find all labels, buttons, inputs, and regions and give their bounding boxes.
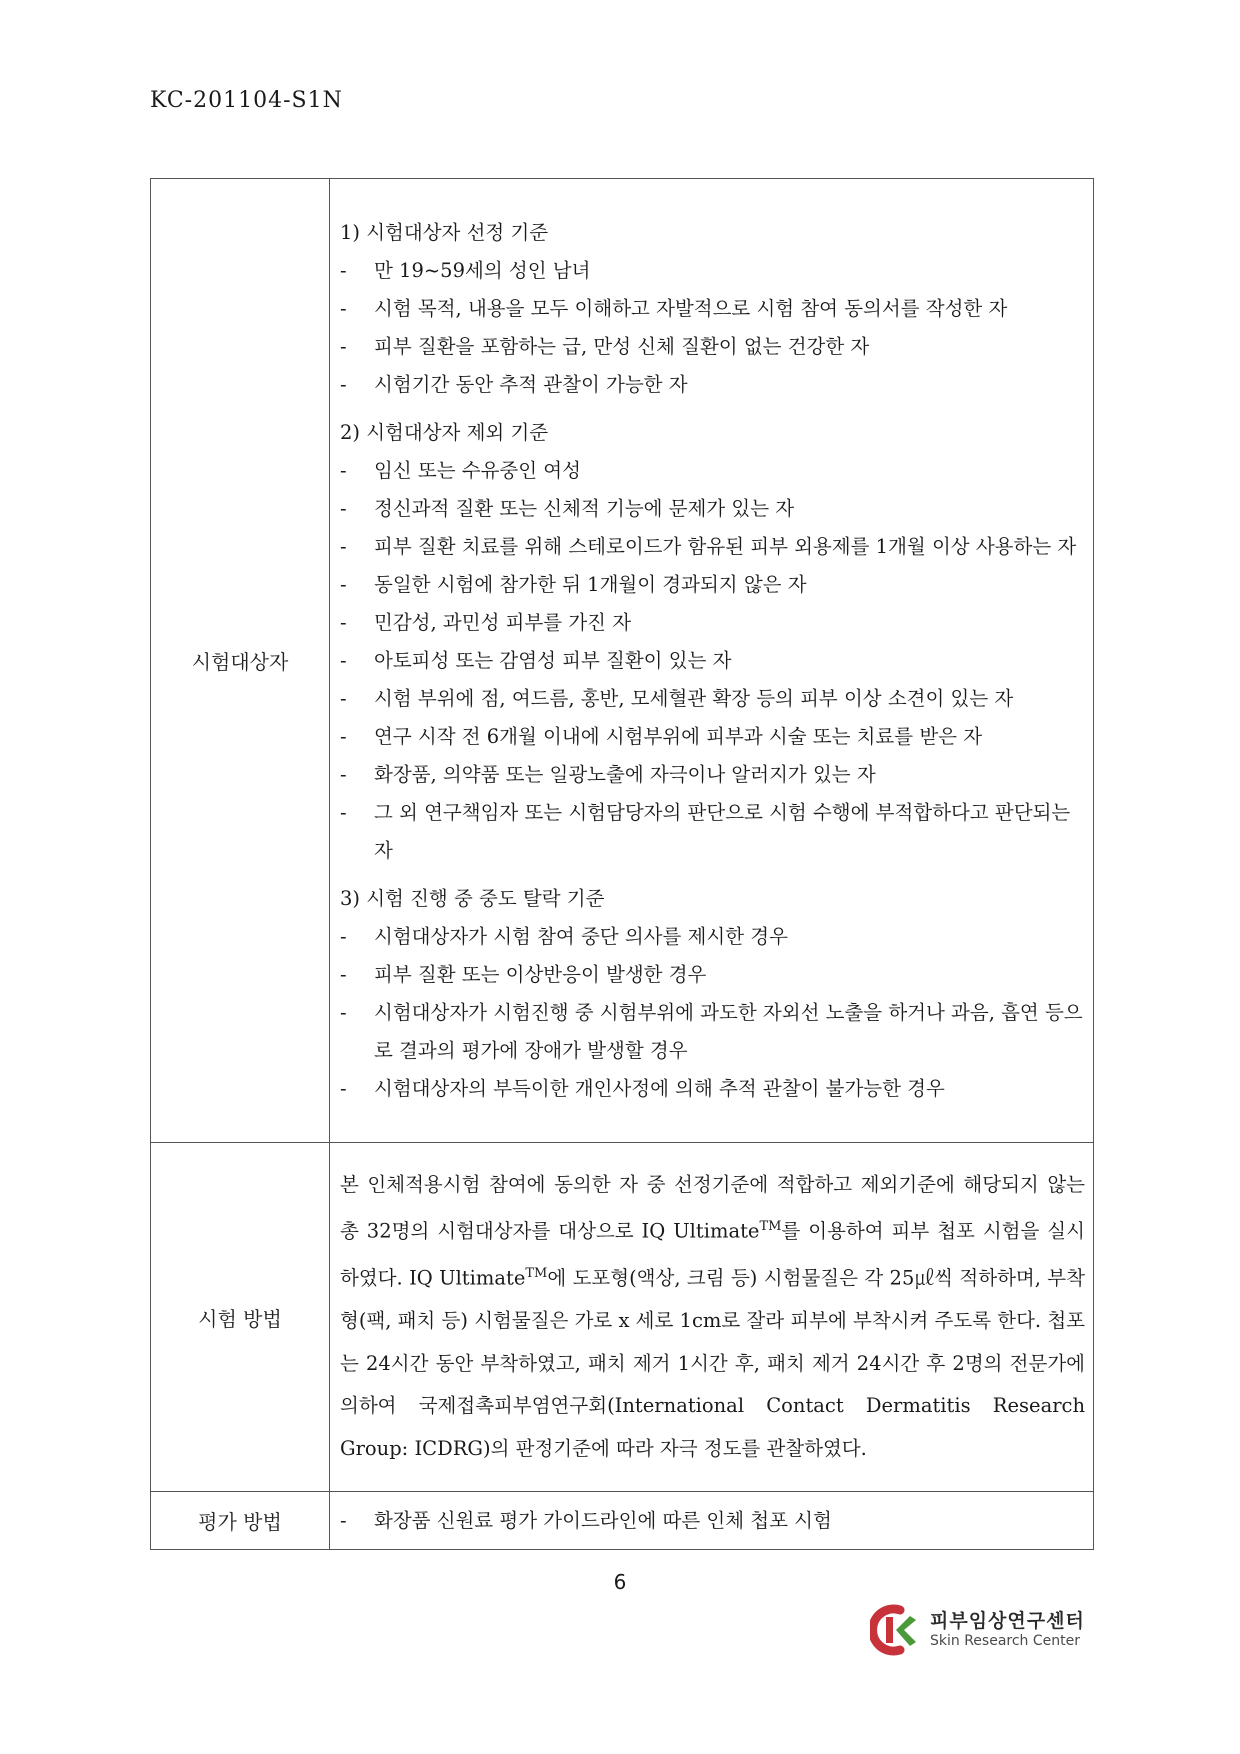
page-number: 6 xyxy=(613,1570,627,1594)
subjects-content xyxy=(330,179,1094,1143)
document-id: KC-201104-S1N xyxy=(150,88,343,113)
list-item-text: 임신 또는 수유중인 여성 xyxy=(374,458,581,482)
method-paragraph xyxy=(340,1162,1085,1473)
subjects-label: 시험대상자 xyxy=(151,179,330,1143)
list-item-text: 시험대상자가 시험 참여 중단 의사를 제시한 경우 xyxy=(374,924,788,948)
bullet-dash: - xyxy=(340,686,347,710)
list-item-text: 시험대상자의 부득이한 개인사정에 의해 추적 관찰이 불가능한 경우 xyxy=(374,1076,945,1100)
list-item-text: 시험기간 동안 추적 관찰이 가능한 자 xyxy=(374,372,688,396)
bullet-dash: - xyxy=(340,572,347,596)
list-item-text: 화장품 신원료 평가 가이드라인에 따른 인체 첩포 시험 xyxy=(374,1508,832,1532)
kc-logo-icon xyxy=(870,1604,924,1656)
bullet-dash: - xyxy=(340,1076,347,1100)
logo-english: Skin Research Center xyxy=(930,1633,1080,1649)
trademark-sup: TM xyxy=(525,1266,548,1282)
bullet-dash: - xyxy=(340,648,347,672)
list-item xyxy=(340,490,1085,528)
list-item xyxy=(340,604,1085,642)
selection-title: 1) 시험대상자 선정 기준 xyxy=(340,220,549,244)
evaluation-row xyxy=(151,1492,1094,1550)
bullet-dash: - xyxy=(340,800,347,824)
evaluation-label: 평가 방법 xyxy=(151,1492,330,1550)
list-item-text: 정신과적 질환 또는 신체적 기능에 문제가 있는 자 xyxy=(374,496,795,520)
selection-criteria xyxy=(340,214,1085,404)
list-item xyxy=(340,1502,1085,1540)
bullet-dash: - xyxy=(340,724,347,748)
logo-text xyxy=(930,1610,1085,1650)
list-item xyxy=(340,718,1085,756)
list-item xyxy=(340,366,1085,404)
trademark-sup: TM xyxy=(759,1219,782,1235)
bullet-dash: - xyxy=(340,496,347,520)
dropout-title: 3) 시험 진행 중 중도 탈락 기준 xyxy=(340,886,605,910)
list-item xyxy=(340,328,1085,366)
bullet-dash: - xyxy=(340,610,347,634)
list-item-text: 연구 시작 전 6개월 이내에 시험부위에 피부과 시술 또는 치료를 받은 자 xyxy=(374,724,983,748)
logo-korean: 피부임상연구센터 xyxy=(930,1610,1085,1632)
list-item xyxy=(340,956,1085,994)
study-info-table xyxy=(150,178,1094,1550)
list-item-text: 시험대상자가 시험진행 중 시험부위에 과도한 자외선 노출을 하거나 과음, 흡연 등으로 결과의 평가에 장애가 발생할 경우 xyxy=(374,1000,1083,1062)
list-item-text: 동일한 시험에 참가한 뒤 1개월이 경과되지 않은 자 xyxy=(374,572,807,596)
list-item-text: 아토피성 또는 감염성 피부 질환이 있는 자 xyxy=(374,648,732,672)
bullet-dash: - xyxy=(340,762,347,786)
list-item xyxy=(340,756,1085,794)
list-item xyxy=(340,452,1085,490)
bullet-dash: - xyxy=(340,334,347,358)
bullet-dash: - xyxy=(340,258,347,282)
list-item xyxy=(340,1070,1085,1108)
list-item xyxy=(340,918,1085,956)
list-item-text: 피부 질환 또는 이상반응이 발생한 경우 xyxy=(374,962,707,986)
bullet-dash: - xyxy=(340,458,347,482)
method-content xyxy=(330,1143,1094,1492)
subjects-row xyxy=(151,179,1094,1143)
list-item xyxy=(340,528,1085,566)
list-item xyxy=(340,680,1085,718)
list-item-text: 피부 질환을 포함하는 급, 만성 신체 질환이 없는 건강한 자 xyxy=(374,334,870,358)
dropout-criteria xyxy=(340,880,1085,1108)
list-item-text: 시험 목적, 내용을 모두 이해하고 자발적으로 시험 참여 동의서를 작성한 자 xyxy=(374,296,1008,320)
bullet-dash: - xyxy=(340,924,347,948)
list-item-text: 민감성, 과민성 피부를 가진 자 xyxy=(374,610,632,634)
bullet-dash: - xyxy=(340,296,347,320)
list-item-text: 피부 질환 치료를 위해 스테로이드가 함유된 피부 외용제를 1개월 이상 사용하는 자 xyxy=(374,534,1077,558)
list-item xyxy=(340,794,1085,870)
list-item xyxy=(340,290,1085,328)
method-text-2: 를 이용하여 피부 첩포 시험을 실시하였다. IQ Ultimate xyxy=(340,1219,1085,1290)
exclusion-title: 2) 시험대상자 제외 기준 xyxy=(340,420,549,444)
method-label: 시험 방법 xyxy=(151,1143,330,1492)
skin-research-center-logo xyxy=(870,1604,1100,1656)
method-text-3: 에 도포형(액상, 크림 등) 시험물질은 각 25㎕씩 적하하며, 부착형(팩, 패치 등) 시험물질은 가로 x 세로 1cm로 잘라 피부에 부착시켜 주도록 한다. 첩포는 24시간 동안 부착하였고, 패치 제거 1시간 후, 패치 제거 24시간 후 2명의 전문가에 의하여 국제접촉피부염연구회(International Contact Dermatitis Research Group: ICDRG)의 판정기준에 따라 자극 정도를 관찰하였다. xyxy=(340,1266,1085,1460)
bullet-dash: - xyxy=(340,372,347,396)
list-item xyxy=(340,994,1085,1070)
list-item-text: 만 19~59세의 성인 남녀 xyxy=(374,258,591,282)
list-item-text: 화장품, 의약품 또는 일광노출에 자극이나 알러지가 있는 자 xyxy=(374,762,876,786)
method-text-1: 본 인체적용시험 참여에 동의한 자 중 선정기준에 적합하고 제외기준에 해당되지 않는 총 32명의 시험대상자를 대상으로 IQ Ultimate xyxy=(340,1172,1085,1243)
method-row xyxy=(151,1143,1094,1492)
bullet-dash: - xyxy=(340,1000,347,1024)
bullet-dash: - xyxy=(340,962,347,986)
bullet-dash: - xyxy=(340,1508,347,1532)
list-item xyxy=(340,252,1085,290)
list-item xyxy=(340,566,1085,604)
list-item-text: 시험 부위에 점, 여드름, 홍반, 모세혈관 확장 등의 피부 이상 소견이 있는 자 xyxy=(374,686,1014,710)
evaluation-content xyxy=(330,1492,1094,1550)
bullet-dash: - xyxy=(340,534,347,558)
list-item xyxy=(340,642,1085,680)
list-item-text: 그 외 연구책임자 또는 시험담당자의 판단으로 시험 수행에 부적합하다고 판단되는 자 xyxy=(374,800,1071,862)
exclusion-criteria xyxy=(340,414,1085,870)
